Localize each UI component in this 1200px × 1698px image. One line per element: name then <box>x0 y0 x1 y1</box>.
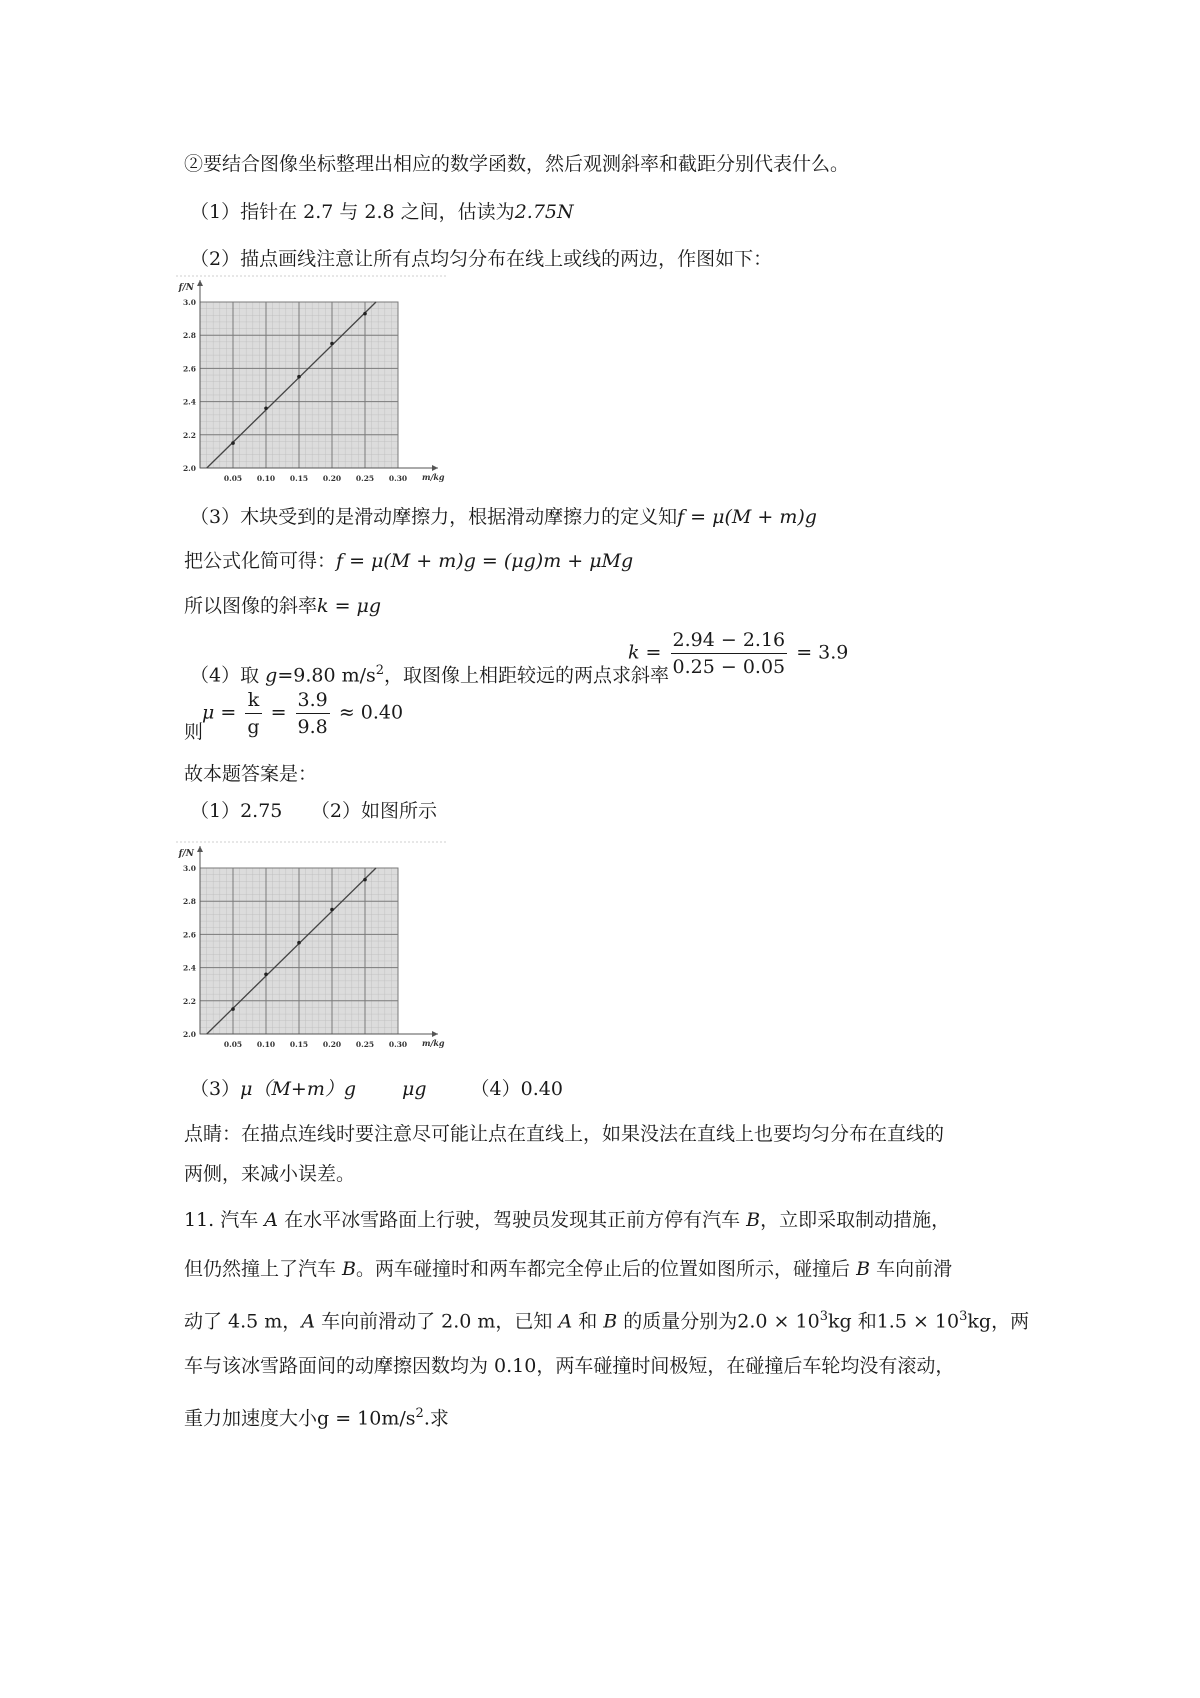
x-tick-label: 0.10 <box>256 474 276 483</box>
y-tick-label: 2.2 <box>182 996 196 1006</box>
gravity-given-exponent: 2 <box>415 1406 424 1421</box>
y-tick-label: 2.0 <box>182 464 196 473</box>
x-tick-label: 0.05 <box>223 1040 243 1049</box>
formula-expanded: f = μ(M + m)g = (μg)m + μMg <box>336 550 634 572</box>
problem-11-number: 11. 汽车 <box>184 1209 265 1231</box>
slope-result: = 3.9 <box>796 641 849 664</box>
final-answer-4: （4）0.40 <box>470 1078 563 1100</box>
data-point <box>363 878 367 882</box>
data-point <box>363 312 367 316</box>
y-tick-label: 3.0 <box>182 298 196 307</box>
x-tick-label: 0.30 <box>388 474 408 483</box>
x-tick-label: 0.25 <box>355 1040 375 1049</box>
comment-line-1: 点睛：在描点连线时要注意尽可能让点在直线上，如果没法在直线上也要均匀分布在直线的 <box>184 1123 945 1145</box>
problem-11-text-7: 车向前滑动了 2.0 m，已知 <box>315 1310 559 1333</box>
y-tick-label: 2.4 <box>182 397 196 407</box>
mu-line-ze: 则 <box>184 721 204 743</box>
x-tick-label: 0.15 <box>289 1040 309 1049</box>
x-axis-label: m/kg <box>422 472 445 482</box>
x-axis-label: m/kg <box>422 1038 445 1048</box>
mu-fraction-2-numerator: 3.9 <box>296 687 330 714</box>
mass-b-value: 1.5 × 10 <box>876 1310 960 1333</box>
data-point <box>231 1007 235 1011</box>
car-b-label: B <box>746 1209 761 1231</box>
car-b-label: B <box>856 1258 871 1280</box>
y-tick-label: 2.8 <box>182 331 196 341</box>
mass-b-exponent: 3 <box>959 1309 968 1324</box>
slope-formula: k = μg <box>317 595 382 617</box>
mu-symbol: μ = <box>202 701 237 724</box>
mu-result: ≈ 0.40 <box>338 701 404 724</box>
car-a-label: A <box>264 1209 279 1231</box>
car-b-label: B <box>342 1258 357 1280</box>
data-point <box>264 406 268 410</box>
gravity-symbol: g <box>265 664 278 687</box>
answer-3-text: （3）木块受到的是滑动摩擦力，根据滑动摩擦力的定义知 <box>190 506 678 528</box>
problem-11-text-9: 的质量分别为 <box>617 1310 738 1333</box>
mu-equals: = <box>270 701 287 724</box>
x-tick-label: 0.10 <box>256 1040 276 1049</box>
car-a-label: A <box>558 1310 573 1333</box>
problem-11-text-11: 重力加速度大小 <box>184 1407 318 1430</box>
problem-11-line-3 <box>184 1303 1029 1335</box>
y-tick-label: 2.8 <box>182 897 196 907</box>
data-point <box>330 342 334 346</box>
y-axis-label: f/N <box>178 849 194 859</box>
gravity-given: g = 10m/s <box>317 1407 416 1430</box>
mu-fraction-1-denominator: g <box>247 716 260 738</box>
formula-simplify-line <box>184 547 633 575</box>
problem-11-text-10: ，两 <box>991 1310 1030 1333</box>
x-tick-label: 0.30 <box>388 1040 408 1049</box>
friction-mass-graph-1 <box>176 272 456 494</box>
problem-11-text-6: 动了 4.5 m， <box>184 1310 302 1333</box>
y-tick-label: 2.6 <box>182 364 196 374</box>
data-point <box>330 908 334 912</box>
slope-text: 所以图像的斜率 <box>184 595 318 617</box>
answer-1-explanation <box>190 198 574 226</box>
x-tick-label: 0.15 <box>289 474 309 483</box>
y-axis-label: f/N <box>178 283 194 293</box>
car-b-label: B <box>603 1310 618 1333</box>
x-tick-label: 0.20 <box>322 474 342 483</box>
data-point <box>297 941 301 945</box>
answer-2-explanation: （2）描点画线注意让所有点均匀分布在线上或线的两边，作图如下： <box>190 248 773 270</box>
y-tick-label: 2.2 <box>182 430 196 440</box>
answer-3-explanation <box>190 503 817 531</box>
problem-11-text-3: 但仍然撞上了汽车 <box>184 1258 343 1280</box>
final-answer-3-4 <box>190 1075 563 1103</box>
final-answer-3-formula: μ（M+m）g <box>240 1078 356 1100</box>
problem-11-text-4: 。两车碰撞时和两车都完全停止后的位置如图所示，碰撞后 <box>356 1258 857 1280</box>
y-tick-label: 3.0 <box>182 864 196 873</box>
final-answer-3-slope: μg <box>402 1078 427 1100</box>
y-tick-label: 2.6 <box>182 930 196 940</box>
car-a-label: A <box>301 1310 316 1333</box>
problem-11-line-2 <box>184 1255 952 1283</box>
problem-11-line-4: 车与该冰雪路面间的动摩擦因数均为 0.10，两车碰撞时间极短，在碰撞后车轮均没有滚动， <box>184 1355 955 1377</box>
mu-fraction-2 <box>296 687 330 740</box>
final-answer-heading: 故本题答案是： <box>184 763 318 785</box>
problem-11-text-2: ，立即采取制动措施， <box>760 1209 951 1231</box>
friction-mass-graph-2 <box>176 838 456 1060</box>
problem-11-line-1 <box>184 1206 950 1234</box>
x-tick-label: 0.25 <box>355 474 375 483</box>
y-tick-label: 2.0 <box>182 1030 196 1039</box>
mass-a-unit: kg <box>827 1310 852 1333</box>
mass-b-unit: kg <box>967 1310 992 1333</box>
x-tick-label: 0.20 <box>322 1040 342 1049</box>
gravity-value: =9.80 m/s <box>277 664 376 687</box>
mu-fraction-1 <box>245 687 261 740</box>
friction-formula: f = μ(M + m)g <box>677 506 817 528</box>
problem-11-text-12: .求 <box>423 1407 449 1430</box>
data-point <box>297 375 301 379</box>
answer-4-slope-text: ，取图像上相距较远的两点求斜率 <box>384 664 670 687</box>
problem-11-text-8: 和 <box>572 1310 604 1333</box>
data-point <box>264 972 268 976</box>
data-point <box>231 441 235 445</box>
final-answer-3-label: （3） <box>190 1078 241 1100</box>
x-tick-label: 0.05 <box>223 474 243 483</box>
comment-line-2: 两侧，来减小误差。 <box>184 1163 356 1185</box>
x-axis-arrow <box>432 465 438 471</box>
mass-a-exponent: 3 <box>819 1309 828 1324</box>
problem-11-text-1: 在水平冰雪路面上行驶，驾驶员发现其正前方停有汽车 <box>278 1209 747 1231</box>
slope-denominator: 0.25 − 0.05 <box>672 656 786 678</box>
problem-11-and: 和 <box>851 1310 877 1333</box>
mu-calculation <box>202 687 403 740</box>
analysis-line-2: ②要结合图像坐标整理出相应的数学函数，然后观测斜率和截距分别代表什么。 <box>184 153 850 175</box>
answer-1-value: 2.75N <box>514 201 574 223</box>
y-axis-arrow <box>197 280 203 286</box>
gravity-unit-exponent: 2 <box>375 663 385 678</box>
slope-numerator: 2.94 − 2.16 <box>671 627 788 654</box>
y-tick-label: 2.4 <box>182 963 196 973</box>
answer-4-take: （4）取 <box>190 664 266 687</box>
final-answer-1-2: （1）2.75 （2）如图所示 <box>190 800 437 822</box>
mu-fraction-1-numerator: k <box>245 687 261 714</box>
problem-11-line-5 <box>184 1400 449 1432</box>
formula-simplify-text: 把公式化简可得： <box>184 550 337 572</box>
slope-fraction <box>671 627 788 680</box>
problem-11-text-5: 车向前滑 <box>870 1258 953 1280</box>
slope-line <box>184 592 381 620</box>
slope-symbol: k = <box>628 641 662 664</box>
slope-calculation <box>628 627 848 680</box>
answer-1-text: （1）指针在 2.7 与 2.8 之间，估读为 <box>190 201 515 223</box>
answer-4-intro <box>190 657 669 689</box>
x-axis-arrow <box>432 1031 438 1037</box>
mass-a-value: 2.0 × 10 <box>737 1310 820 1333</box>
mu-fraction-2-denominator: 9.8 <box>297 716 328 738</box>
y-axis-arrow <box>197 846 203 852</box>
